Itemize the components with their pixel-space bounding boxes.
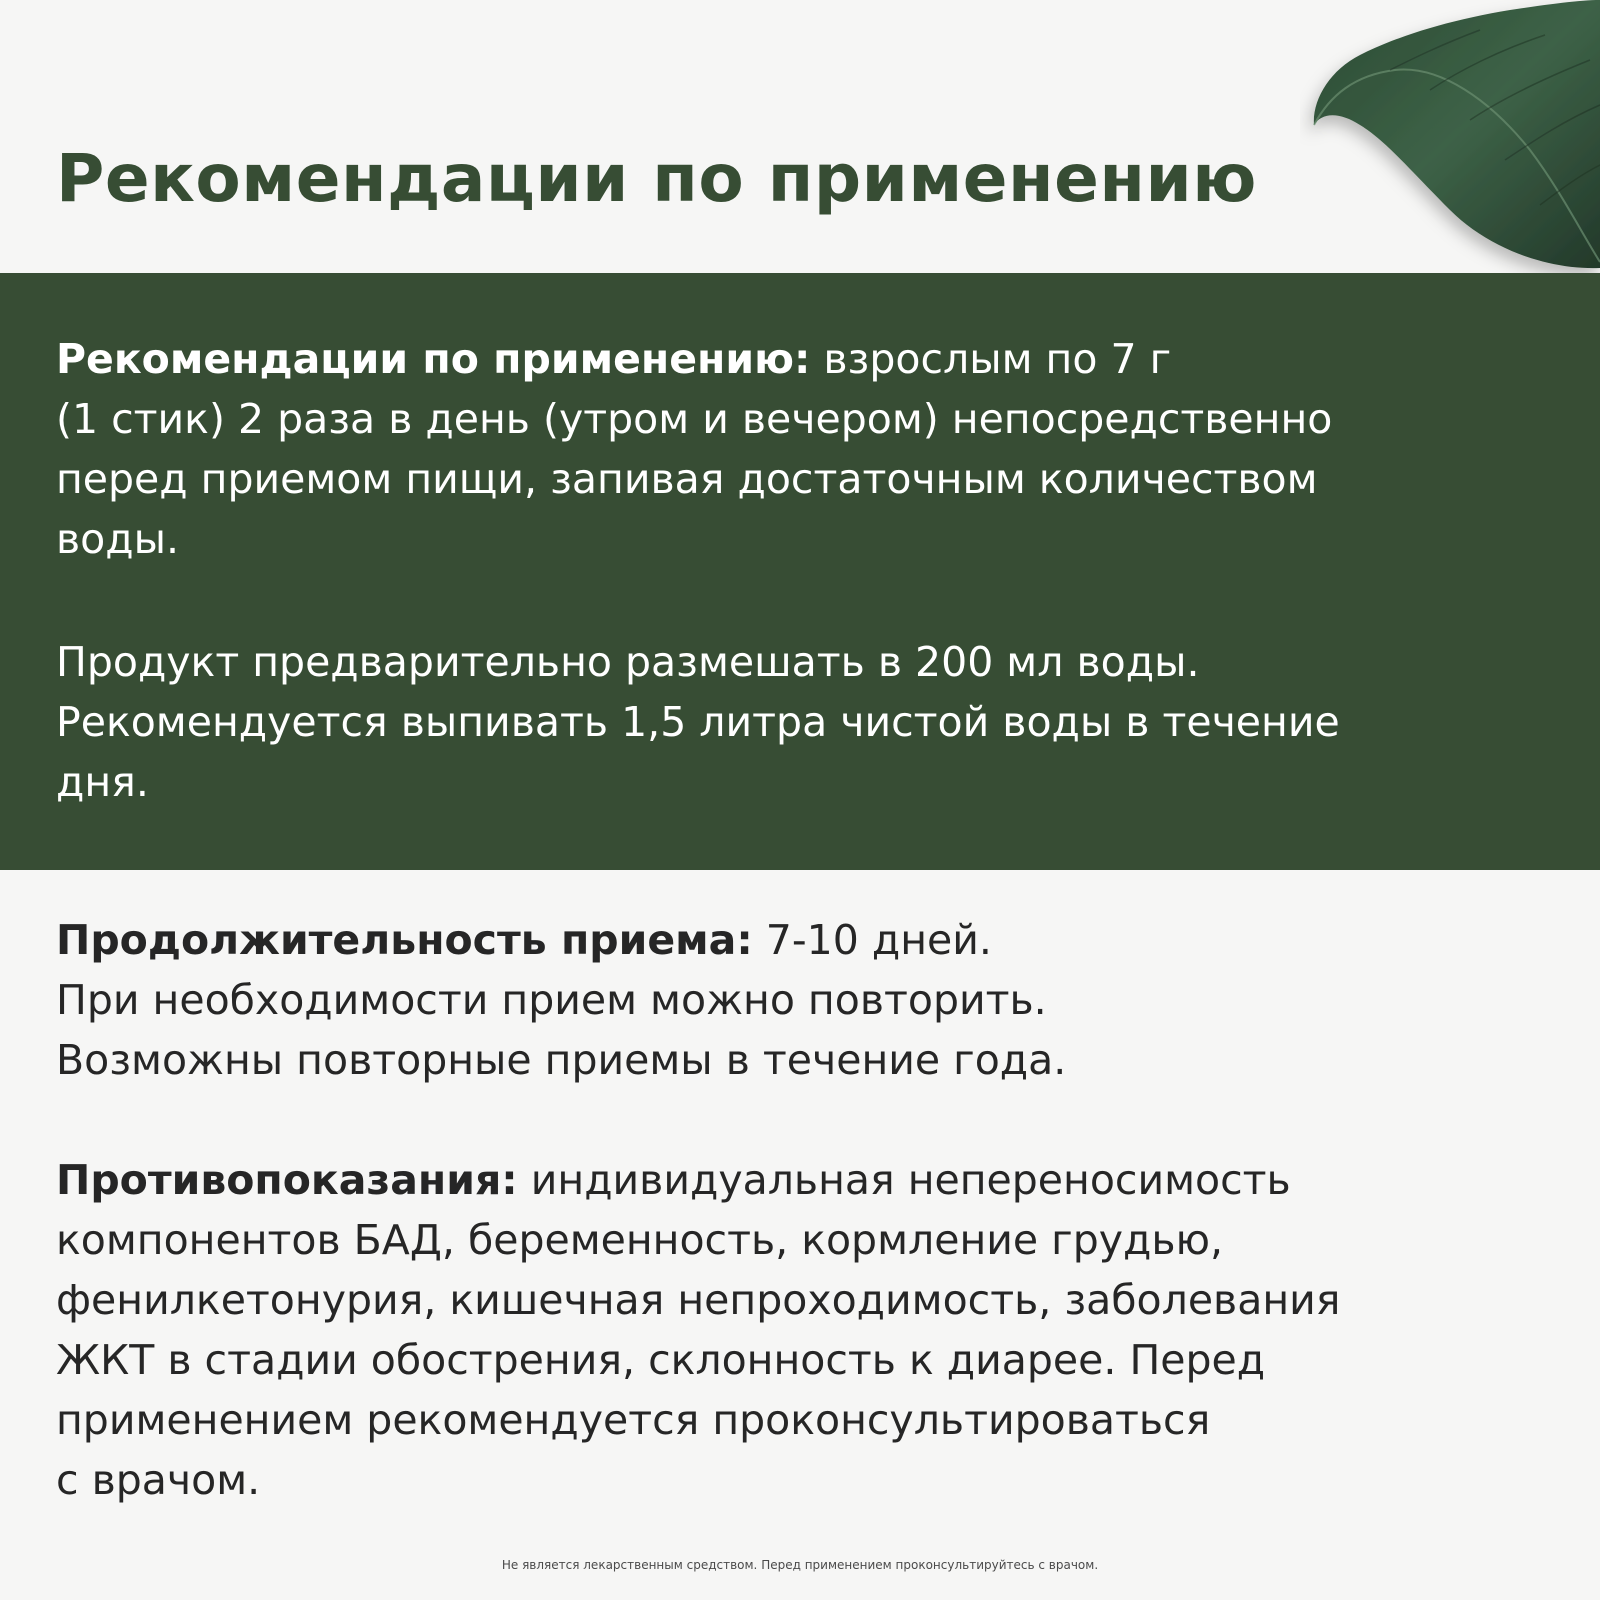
- contraindications-text: применением рекомендуется проконсультироваться: [56, 1396, 1211, 1444]
- usage-text: взрослым по 7 г: [810, 335, 1172, 383]
- contraindications-text: с врачом.: [56, 1456, 261, 1504]
- contraindications-label: Противопоказания:: [56, 1156, 518, 1204]
- preparation-text: Рекомендуется выпивать 1,5 литра чистой воды в течение: [56, 698, 1340, 746]
- duration-section: [56, 910, 1556, 1090]
- usage-recommendations: [56, 329, 1556, 569]
- contraindications-text: фенилкетонурия, кишечная непроходимость, заболевания: [56, 1276, 1341, 1324]
- usage-text: воды.: [56, 515, 179, 563]
- contraindications-text: компонентов БАД, беременность, кормление грудью,: [56, 1216, 1224, 1264]
- duration-text: Возможны повторные приемы в течение года.: [56, 1036, 1067, 1084]
- contraindications-text: ЖКТ в стадии обострения, склонность к диарее. Перед: [56, 1336, 1266, 1384]
- duration-text: При необходимости прием можно повторить.: [56, 976, 1047, 1024]
- contraindications-text: индивидуальная непереносимость: [517, 1156, 1291, 1204]
- preparation-text: дня.: [56, 758, 149, 806]
- preparation-instructions: [56, 632, 1556, 812]
- usage-text: перед приемом пищи, запивая достаточным количеством: [56, 455, 1318, 503]
- usage-label: Рекомендации по применению:: [56, 335, 811, 383]
- preparation-text: Продукт предварительно размешать в 200 мл воды.: [56, 638, 1200, 686]
- contraindications-section: [56, 1150, 1556, 1510]
- duration-text: 7-10 дней.: [752, 916, 992, 964]
- duration-label: Продолжительность приема:: [56, 916, 753, 964]
- usage-text: (1 стик) 2 раза в день (утром и вечером) непосредственно: [56, 395, 1333, 443]
- leaf-image: [1300, 0, 1600, 275]
- page-title: Рекомендации по применению: [56, 140, 1257, 217]
- disclaimer: Не является лекарственным средством. Перед применением проконсультируйтесь с врачом.: [501, 1558, 1099, 1572]
